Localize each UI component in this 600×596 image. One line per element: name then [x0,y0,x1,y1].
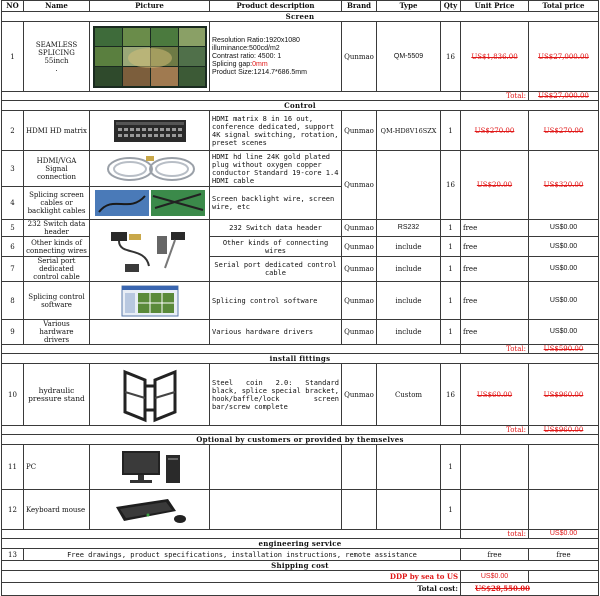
header-row [2,1,599,12]
section-shipping: Shipping cost [2,561,599,571]
col-type: Type [377,1,441,12]
section-install: install fittings [2,354,599,364]
table-row: 11 PC 1 [2,445,599,490]
table-row: 5 232 Switch data header 232 Switch data header Qunmao RS232 1 free US$0.00 [2,220,599,237]
control-total-row: Total: US$590.00 [2,345,599,354]
hdmi-cable-image [90,151,210,187]
col-total-price: Total price [529,1,599,12]
optional-total-row: total: US$0.00 [2,530,599,539]
col-brand: Brand [342,1,377,12]
connector-image [90,220,210,282]
video-wall-image [90,22,210,92]
shipping-row: DDP by sea to US US$0.00 [2,571,599,583]
screen-total-row: Total: US$27,000.00 [2,92,599,101]
col-description: Product description [210,1,342,12]
section-control: Control [2,101,599,111]
table-row: 2 HDMI HD matrix HDMI matrix 8 in 16 out, conference dedicated, support 4K signal switching, rotation, preset scenes Qunmao QM-HD8V16SZX 1 US$270.00 US$270.00 [2,111,599,151]
hdmi-matrix-image [90,111,210,151]
software-screenshot-image [90,282,210,320]
keyboard-mouse-image [90,490,210,530]
col-unit-price: Unit Price [461,1,529,12]
table-row: 3 HDMI/VGA Signal connection HDMI hd line 24K gold plated plug without oxygen copper conductor Standard 19-core 1.4 HDMI cable Qunmao 16 US$20.00 US$320.00 [2,151,599,187]
pc-image [90,445,210,490]
stand-image [90,364,210,426]
quotation-table [1,0,599,596]
col-name: Name [24,1,90,12]
table-row: 12 Keyboard mouse 1 [2,490,599,530]
col-qty: Qty [441,1,461,12]
table-row: 8 Splicing control software Splicing control software Qunmao include 1 free US$0.00 [2,282,599,320]
section-optional: Optional by customers or provided by themselves [2,435,599,445]
section-engineering: engineering service [2,539,599,549]
table-row: 10 hydraulic pressure stand Steel coin 2.0: Standard black, splice special bracket, hook/baffle/lock screen bar/screw complete Qunmao Custom 16 US$60.00 US$960.00 [2,364,599,426]
table-row: 9 Various hardware drivers Various hardware drivers Qunmao include 1 free US$0.00 [2,320,599,345]
grand-total-row: Total cost: US$28,550.00 [2,583,599,596]
table-row: 6 Other kinds of connecting wires Other kinds of connecting wires Qunmao include 1 free US$0.00 [2,237,599,257]
table-row: 7 Serial port dedicated control cable Serial port dedicated control cable Qunmao include 1 free US$0.00 [2,257,599,282]
install-total-row: Total: US$960.00 [2,426,599,435]
backlight-cable-image [90,187,210,220]
table-row: 1 SEAMLESS SPLICING 55inch . Resolution Ratio:1920x1080 illuminance:500cd/m2 Contrast ratio: 4500: 1 Splicing gap:0mm Product Size:1214.7*686.5mm Qunmao QM-5509 16 US$1,836.00 US$27,000.00 [2,22,599,92]
col-picture: Picture [90,1,210,12]
table-row: 13 Free drawings, product specifications, installation instructions, remote assistance free free [2,549,599,561]
table-row: 4 Splicing screen cables or backlight cables Screen backlight wire, screen wire, etc [2,187,599,220]
section-screen: Screen [2,12,599,22]
col-no: NO [2,1,24,12]
